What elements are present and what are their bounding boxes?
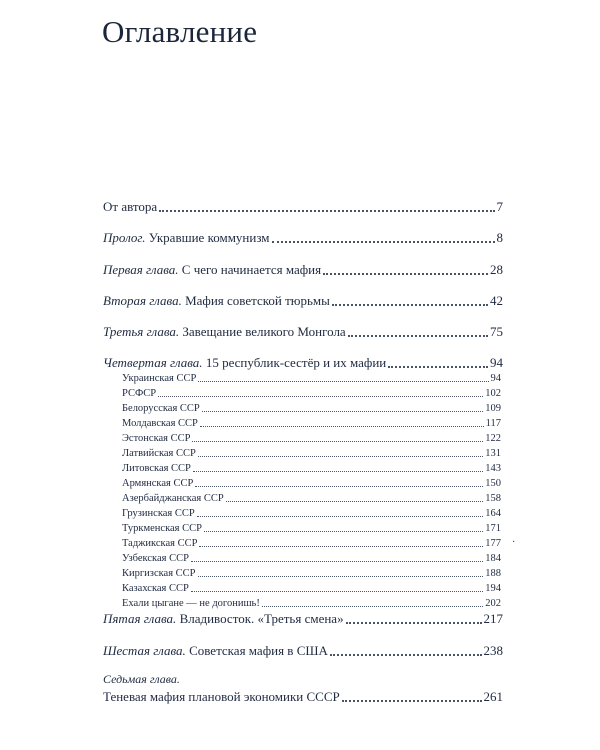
page-title: Оглавление xyxy=(102,14,258,49)
toc-sub-entry[interactable]: Латвийская ССР 131 xyxy=(122,448,501,459)
toc-sub-entry[interactable]: Белорусская ССР 109 xyxy=(122,403,501,414)
toc-sub-entry[interactable]: Азербайджанская ССР 158 xyxy=(122,493,501,504)
page-number: 202 xyxy=(485,598,501,609)
page-number: 177 xyxy=(485,538,501,549)
toc-entry[interactable]: Вторая глава. Мафия советской тюрьмы 42 xyxy=(103,293,503,308)
page-number: 261 xyxy=(483,689,503,704)
page-number: 143 xyxy=(485,463,501,474)
page-number: 238 xyxy=(483,643,503,658)
dot-leader xyxy=(197,506,484,517)
chapter-label: Седьмая глава. xyxy=(103,672,180,686)
toc-entry[interactable]: Четвертая глава. 15 республик-сестёр и их мафии 94 xyxy=(103,355,503,370)
dot-leader xyxy=(202,401,483,412)
toc-entry[interactable]: Первая глава. С чего начинается мафия 28 xyxy=(103,262,503,277)
dot-leader xyxy=(200,416,484,427)
page-number: 28 xyxy=(490,262,503,277)
toc-sub-entry[interactable]: Литовская ССР 143 xyxy=(122,463,501,474)
toc-sub-entry[interactable]: Эстонская ССР 122 xyxy=(122,433,501,444)
dot-leader xyxy=(346,610,482,624)
dot-leader xyxy=(226,491,484,502)
page-number: 122 xyxy=(485,433,501,444)
page-number: 94 xyxy=(490,373,501,384)
stray-mark: · xyxy=(512,537,516,548)
chapter-label: Четвертая глава. xyxy=(103,355,203,370)
chapter-label: Третья глава. xyxy=(103,324,180,339)
toc-entry[interactable]: Третья глава. Завещание великого Монгола 75 xyxy=(103,324,503,339)
dot-leader xyxy=(195,476,483,487)
dot-leader xyxy=(159,198,494,212)
page-number: 7 xyxy=(496,199,503,214)
dot-leader xyxy=(198,371,488,382)
dot-leader xyxy=(332,292,488,306)
dot-leader xyxy=(158,386,483,397)
dot-leader xyxy=(388,354,488,368)
toc-entry[interactable]: Теневая мафия плановой экономики СССР 261 xyxy=(103,689,503,704)
chapter-label: Вторая глава. xyxy=(103,293,182,308)
page-number: 8 xyxy=(496,230,503,245)
page-number: 94 xyxy=(490,355,503,370)
toc-entry[interactable]: Пятая глава. Владивосток. «Третья смена» 217 xyxy=(103,611,503,626)
toc-sub-entry[interactable]: Армянская ССР 150 xyxy=(122,478,501,489)
toc-sub-entry[interactable]: Узбекская ССР 184 xyxy=(122,553,501,564)
dot-leader xyxy=(262,596,483,607)
dot-leader xyxy=(193,461,483,472)
toc-entry[interactable]: Пролог. Укравшие коммунизм 8 xyxy=(103,230,503,245)
dot-leader xyxy=(330,642,482,656)
dot-leader xyxy=(272,229,495,243)
dot-leader xyxy=(199,536,483,547)
toc-sub-entry[interactable]: Грузинская ССР 164 xyxy=(122,508,501,519)
toc-sub-entry[interactable]: Туркменская ССР 171 xyxy=(122,523,501,534)
page-number: 184 xyxy=(485,553,501,564)
dot-leader xyxy=(198,446,483,457)
toc-sub-entry[interactable]: Киргизская ССР 188 xyxy=(122,568,501,579)
dot-leader xyxy=(191,581,483,592)
chapter-label: Первая глава. xyxy=(103,262,179,277)
page-number: 194 xyxy=(485,583,501,594)
dot-leader xyxy=(323,261,488,275)
toc-sub-entry[interactable]: Молдавская ССР 117 xyxy=(122,418,501,429)
toc-entry[interactable]: Шестая глава. Советская мафия в США 238 xyxy=(103,643,503,658)
toc-sub-entry[interactable]: Казахская ССР 194 xyxy=(122,583,501,594)
page-number: 75 xyxy=(490,324,503,339)
chapter-label: Пролог. xyxy=(103,230,146,245)
page-number: 217 xyxy=(483,611,503,626)
page-number: 102 xyxy=(485,388,501,399)
toc-sub-entry[interactable]: РСФСР 102 xyxy=(122,388,501,399)
page-number: 158 xyxy=(485,493,501,504)
dot-leader xyxy=(204,521,483,532)
page-number: 188 xyxy=(485,568,501,579)
dot-leader xyxy=(348,323,488,337)
page-number: 109 xyxy=(485,403,501,414)
toc-entry[interactable]: От автора 7 xyxy=(103,199,503,214)
dot-leader xyxy=(191,551,483,562)
chapter-label: Пятая глава. xyxy=(103,611,177,626)
page-number: 131 xyxy=(485,448,501,459)
toc-sub-entry[interactable]: Украинская ССР 94 xyxy=(122,373,501,384)
dot-leader xyxy=(192,431,483,442)
page-number: 42 xyxy=(490,293,503,308)
dot-leader xyxy=(198,566,484,577)
page-number: 171 xyxy=(485,523,501,534)
toc-sub-entry[interactable]: Таджикская ССР 177 xyxy=(122,538,501,549)
page-number: 150 xyxy=(485,478,501,489)
dot-leader xyxy=(342,688,482,702)
toc-sub-entry[interactable]: Ехали цыгане — не догонишь! 202 xyxy=(122,598,501,609)
page-number: 164 xyxy=(485,508,501,519)
page-number: 117 xyxy=(485,418,501,429)
chapter-label: Шестая глава. xyxy=(103,643,186,658)
